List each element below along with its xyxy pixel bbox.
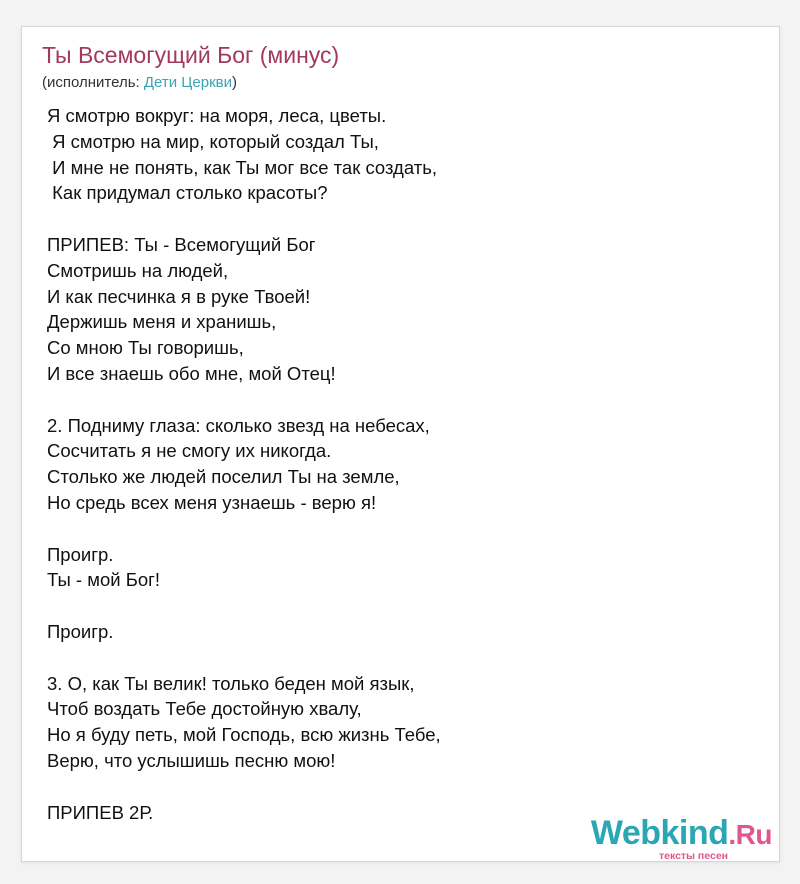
lyric-line: ПРИПЕВ: Ты - Всемогущий Бог [47,233,316,255]
lyric-line: Держишь меня и хранишь, [47,311,277,333]
song-title: Ты Всемогущий Бог (минус) [42,42,340,68]
lyric-line: И мне не понять, как Ты мог все так создать, [47,156,437,178]
performer-link[interactable]: Дети Церкви [143,74,232,91]
logo-tld: .Ru [728,819,772,850]
site-logo[interactable] [591,816,772,862]
lyric-line [47,387,747,413]
performer-close: ) [232,74,237,91]
performer-line [42,74,237,91]
lyric-line: Я смотрю вокруг: на моря, леса, цветы. [47,105,387,126]
lyric-line: Чтоб воздать Тебе достойную хвалу, [47,698,362,720]
lyric-line: И все знаешь обо мне, мой Отец! [47,362,336,384]
lyric-line: Верю, что услышишь песню мою! [47,749,336,771]
lyric-line: Ты - мой Бог! [47,569,161,591]
logo-subtitle: тексты песен [658,850,728,862]
lyric-line: Проигр. [47,620,114,642]
lyric-line [47,645,747,671]
lyric-line: Я смотрю на мир, который создал Ты, [47,130,379,152]
lyric-line [47,774,747,800]
lyrics-text [47,103,747,825]
lyric-line: И как песчинка я в руке Твоей! [47,285,311,307]
lyric-line: Смотришь на людей, [47,259,229,281]
performer-label: (исполнитель: [42,74,144,91]
lyric-line: Сосчитать я не смогу их никогда. [47,440,332,462]
lyric-line: Но средь всех меня узнаешь - верю я! [47,491,377,513]
lyric-line: Как придумал столько красоты? [47,182,328,204]
logo-main: Webkind [590,814,729,852]
logo-wordmark [591,816,772,852]
lyric-line [47,206,747,232]
lyric-line: Со мною Ты говоришь, [47,337,244,359]
lyric-line: Проигр. [47,543,114,565]
lyric-line: Но я буду петь, мой Господь, всю жизнь Тебе, [47,724,441,746]
lyric-line: 2. Подниму глаза: сколько звезд на небесах, [47,414,430,436]
lyric-line [47,593,747,619]
lyric-line: Столько же людей поселил Ты на земле, [47,466,400,488]
lyric-line: ПРИПЕВ 2Р. [47,801,154,823]
lyric-line: 3. О, как Ты велик! только беден мой язык, [47,672,415,694]
lyric-line [47,516,747,542]
